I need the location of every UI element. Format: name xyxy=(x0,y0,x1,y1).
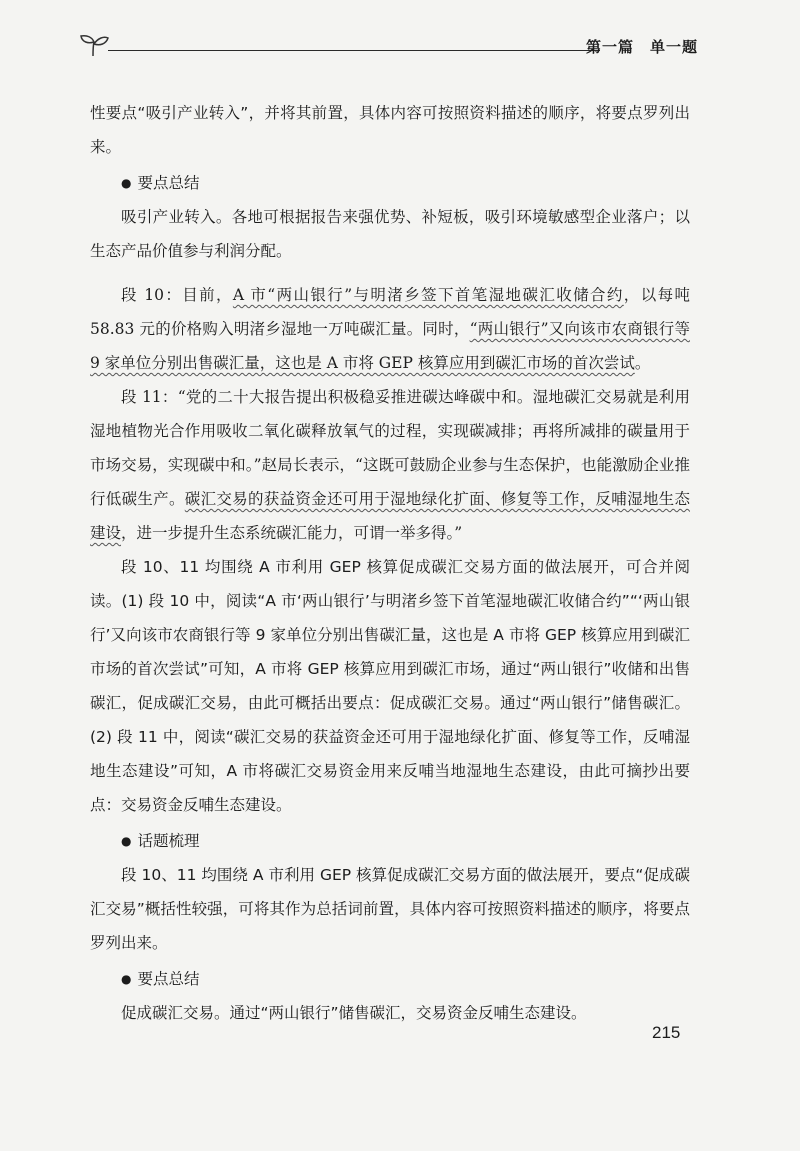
section-heading-topic xyxy=(90,824,690,858)
bullet-icon: ● xyxy=(121,834,132,848)
segment-11-end: ，进一步提升生态系统碳汇能力，可谓一举多得。” xyxy=(121,524,463,542)
page-body xyxy=(90,96,690,1030)
paragraph-segment-10 xyxy=(90,278,690,380)
page-header xyxy=(78,30,698,64)
running-head: 第一篇 单一题 xyxy=(585,38,698,56)
segment-10-intro: 段 10：目前， xyxy=(121,286,233,304)
paragraph-topic: 段 10、11 均围绕 A 市利用 GEP 核算促成碳汇交易方面的做法展开，要点“促成碳汇交易”概括性较强，可将其作为总括词前置，具体内容可按照资料描述的顺序，将要点罗列出来。 xyxy=(90,866,690,952)
paragraph-final-summary: 促成碳汇交易。通过“两山银行”储售碳汇，交易资金反哺生态建设。 xyxy=(121,1004,587,1022)
segment-10-end: 。 xyxy=(634,354,651,372)
sprout-icon xyxy=(78,32,110,58)
section-heading-summary xyxy=(90,166,690,200)
section-heading-summary xyxy=(90,962,690,996)
heading-text: 话题梳理 xyxy=(137,832,200,850)
bullet-icon: ● xyxy=(121,972,132,986)
underlined-phrase: “两山银行”又向该市农商银行等 9 家单位分别出售碳汇量，这也是 A 市将 GEP 核算应用到碳汇市场的首次尝试 xyxy=(90,320,690,372)
paragraph-segment-11 xyxy=(90,380,690,550)
paragraph-analysis: 段 10、11 均围绕 A 市利用 GEP 核算促成碳汇交易方面的做法展开，可合并阅读。(1) 段 10 中，阅读“A 市‘两山银行’与明渚乡签下首笔湿地碳汇收储合约”“‘两山银行’又向该市农商银行等 9 家单位分别出售碳汇量，这也是 A 市将 GEP 核算应用到碳汇市场的首次尝试”可知，A 市将 GEP 核算应用到碳汇市场，通过“两山银行”收储和出售碳汇，促成碳汇交易，由此可概括出要点：促成碳汇交易。通过“两山银行”储售碳汇。(2) 段 11 中，阅读“碳汇交易的获益资金还可用于湿地绿化扩面、修复等工作，反哺湿地生态建设”可知，A 市将碳汇交易资金用来反哺当地湿地生态建设，由此可摘抄出要点：交易资金反哺生态建设。 xyxy=(90,558,690,814)
underlined-phrase: A 市“两山银行”与明渚乡签下首笔湿地碳汇收储合约 xyxy=(232,286,624,304)
bullet-icon: ● xyxy=(121,176,132,190)
segment-10-middle: ，以每吨 58.83 元的价格购入明渚乡湿地一万吨碳汇量。同时， xyxy=(90,286,690,338)
page-number: 215 xyxy=(652,1023,681,1042)
heading-text: 要点总结 xyxy=(137,970,200,988)
paragraph-continuation: 性要点“吸引产业转入”，并将其前置，具体内容可按照资料描述的顺序，将要点罗列出来。 xyxy=(90,104,690,156)
paragraph-summary: 吸引产业转入。各地可根据报告来强优势、补短板，吸引环境敏感型企业落户；以生态产品价值参与利润分配。 xyxy=(90,208,690,260)
header-rule xyxy=(108,50,600,51)
segment-11-quote: 段 11：“党的二十大报告提出积极稳妥推进碳达峰碳中和。湿地碳汇交易就是利用湿地植物光合作用吸收二氧化碳释放氧气的过程，实现碳减排；再将所减排的碳量用于市场交易，实现碳中和。”赵局长表示，“这既可鼓励企业参与生态保护，也能激励企业推行低碳生产。 xyxy=(90,388,690,508)
underlined-phrase: 碳汇交易的获益资金还可用于湿地绿化扩面、修复等工作，反哺湿地生态建设 xyxy=(90,490,690,542)
heading-text: 要点总结 xyxy=(137,174,200,192)
